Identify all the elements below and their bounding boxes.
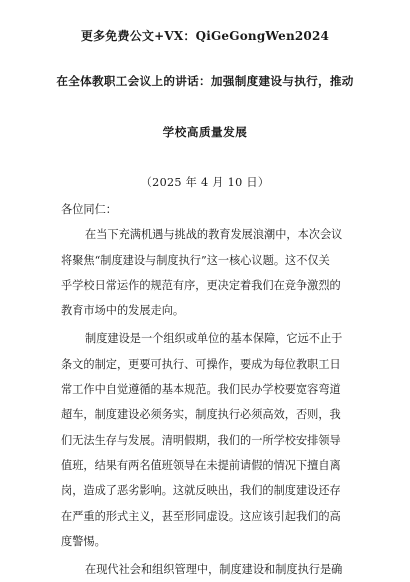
- paragraph-line: 值班，结果有两名值班领导在未提前请假的情况下擅自离: [61, 458, 341, 472]
- paragraph-line: 教育市场中的发展走向。: [61, 304, 185, 318]
- paragraph-line: 条文的制定，更要可执行、可操作，要成为每位教职工日: [61, 357, 341, 371]
- speech-date: （2025 年 4 月 10 日）: [140, 176, 270, 189]
- paragraph-2: [61, 326, 353, 554]
- speech-title-line-1: 在全体教职工会议上的讲话：加强制度建设与执行，推动: [56, 74, 354, 88]
- paragraph-line: 在当下充满机遇与挑战的教育发展浪潮中，本次会议: [85, 228, 343, 242]
- paragraph-1: [61, 222, 353, 323]
- promo-banner: 更多免费公文+VX：QiGeGongWen2024: [80, 29, 330, 43]
- speech-body: [61, 197, 353, 582]
- paragraph-3: [61, 557, 353, 582]
- speech-title-line-2: 学校高质量发展: [162, 125, 248, 139]
- paragraph-line: 在现代社会和组织管理中，制度建设和制度执行是确: [85, 563, 343, 577]
- paragraph-line: 乎学校日常运作的规范有序，更决定着我们在竞争激烈的: [61, 278, 341, 292]
- paragraph-line: 制度建设是一个组织或单位的基本保障，它远不止于: [85, 332, 343, 346]
- paragraph-line: 常工作中自觉遵循的基本规范。我们民办学校要宽容弯道: [61, 383, 341, 397]
- paragraph-line: 在严重的形式主义，甚至形同虚设。这应该引起我们的高: [61, 509, 341, 523]
- paragraph-line: 们无法生存与发展。清明假期，我们的一所学校安排领导: [61, 433, 341, 447]
- paragraph-line: 超车，制度建设必须务实，制度执行必须高效，否则，我: [61, 408, 341, 422]
- paragraph-line: 度警惕。: [61, 534, 106, 548]
- paragraph-line: 岗，造成了恶劣影响。这就反映出，我们的制度建设还存: [61, 484, 341, 498]
- salutation: 各位同仁：: [61, 203, 117, 216]
- paragraph-line: 将聚焦“制度建设与制度执行”这一核心议题。这不仅关: [61, 253, 330, 267]
